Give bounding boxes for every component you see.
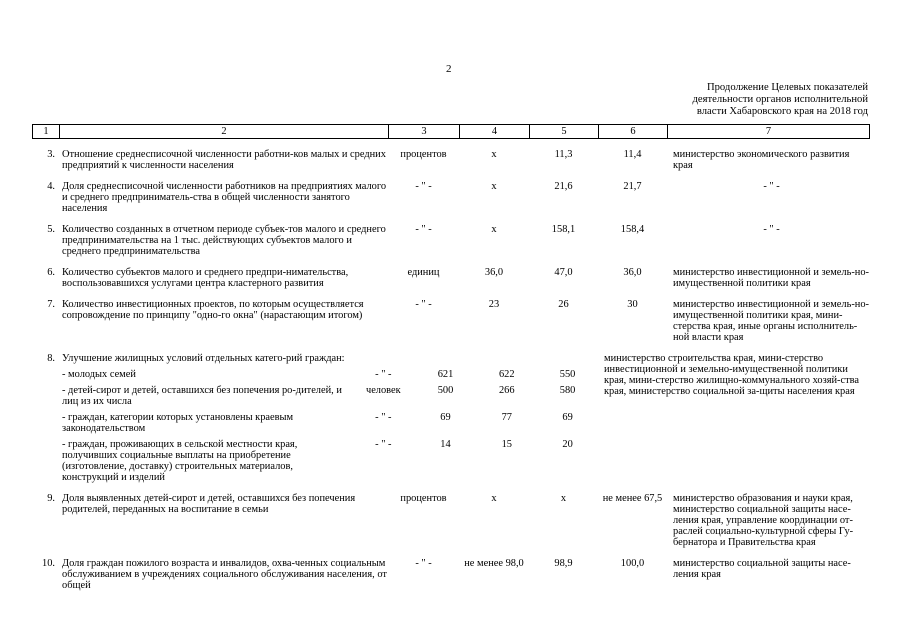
indicator-name: Доля граждан пожилого возраста и инвалидов, охва-ченных социальным обслуживанием в учреждениях социального обслуживания населения, от общей [62, 558, 387, 591]
page-number: 2 [446, 63, 452, 75]
value-col4: 23 [488, 299, 500, 310]
sub-row [59, 412, 598, 434]
value-col5: 47,0 [554, 267, 573, 278]
table-row [32, 493, 870, 548]
sub-row [59, 369, 598, 380]
value-col6: 158,4 [620, 224, 645, 235]
column-header: 1 [33, 125, 60, 138]
caption-line: Продолжение Целевых показателей [706, 82, 868, 93]
sub-indicator-name: - молодых семей [62, 369, 136, 380]
sub-indicator-name: - детей-сирот и детей, оставшихся без попечения ро-дителей, и лиц из их числа [62, 385, 342, 407]
responsible: министерство экономического развития края [673, 149, 850, 171]
row-number: 3. [47, 149, 55, 160]
unit: процентов [400, 493, 447, 504]
indicator-name: Количество инвестиционных проектов, по которым осуществляется сопровождение по принципу "одно-го окна" (нарастающим итогом) [62, 299, 364, 321]
unit: - " - [375, 412, 392, 423]
unit: - " - [415, 299, 432, 310]
column-header: 3 [389, 125, 460, 138]
value-col6: 69 [562, 412, 573, 423]
row-number: 7. [47, 299, 55, 310]
value-col4: 36,0 [484, 267, 504, 278]
row-number: 5. [47, 224, 55, 235]
column-header: 2 [60, 125, 389, 138]
value-col4: 621 [437, 369, 454, 380]
caption-line: власти Хабаровского края на 2018 год [696, 106, 868, 117]
responsible: - " - [763, 181, 780, 192]
value-col6: 20 [562, 439, 573, 450]
sub-indicator-name: - граждан, проживающих в сельской местности края, получивших социальные выплаты на приобретение (изготовление, доставку) строительных материалов, конструкций и изделий [62, 439, 298, 483]
sub-indicator-name: - граждан, категории которых установлены краевым законодательством [62, 412, 294, 434]
unit: процентов [400, 149, 447, 160]
row-number: 10. [42, 558, 55, 569]
column-header: 6 [599, 125, 668, 138]
indicator-name: Доля выявленных детей-сирот и детей, оставшихся без попечения родителей, переданных на воспитание в семьи [62, 493, 356, 515]
unit: - " - [415, 224, 432, 235]
value-col5: х [560, 493, 567, 504]
value-col6: 580 [559, 385, 576, 396]
table-row [32, 299, 870, 343]
unit: - " - [375, 439, 392, 450]
responsible: министерство инвестиционной и земель-но-имущественной политики края, мини-стерства края, иные органы исполнитель-ной власти края [673, 299, 870, 343]
value-col4: х [491, 149, 497, 160]
responsible: министерство инвестиционной и земель-но-имущественной политики края [673, 267, 870, 289]
table-row [32, 353, 870, 483]
value-col5: 15 [501, 439, 512, 450]
value-col6: 550 [559, 369, 576, 380]
indicator-name: Улучшение жилищных условий отдельных катего-рий граждан: [62, 353, 345, 364]
value-col6: 11,4 [623, 149, 642, 160]
sub-row [59, 385, 598, 407]
value-col6: 21,7 [623, 181, 642, 192]
table-row [32, 181, 870, 214]
value-col5: 622 [498, 369, 515, 380]
value-col5: 21,6 [554, 181, 573, 192]
table-row [32, 267, 870, 289]
column-header: 4 [460, 125, 530, 138]
responsible: - " - [763, 224, 780, 235]
value-col5: 266 [498, 385, 515, 396]
column-header: 7 [765, 126, 772, 137]
value-col4: х [491, 181, 497, 192]
value-col6: не менее 67,5 [602, 493, 663, 504]
value-col6: 30 [627, 299, 638, 310]
responsible: министерство образования и науки края, министерство социальной защиты насе-ления края, управление координации от-раслей социально-культурной сферы Гу-бернатора и Правительства края [673, 493, 854, 548]
value-col4: 500 [437, 385, 454, 396]
value-col5: 77 [501, 412, 512, 423]
indicator-name: Отношение среднесписочной численности работни-ков малых и средних предприятий к численности населения [62, 149, 386, 171]
table-row [32, 558, 870, 591]
indicator-table-body [32, 149, 870, 601]
value-col6: 36,0 [623, 267, 642, 278]
value-col4: не менее 98,0 [464, 558, 524, 569]
responsible: министерство строительства края, мини-стерство инвестиционной и земельно-имущественной политики края, мини-стерство жилищно-коммунального хозяй-ства края, министерство социальной за-щиты населения края [604, 353, 860, 397]
row-number: 9. [47, 493, 55, 504]
unit: - " - [415, 558, 432, 569]
responsible: министерство социальной защиты насе-ления края [673, 558, 851, 580]
unit: - " - [375, 369, 392, 380]
table-caption [620, 82, 868, 118]
row-number: 8. [47, 353, 55, 364]
value-col4: х [491, 493, 497, 504]
caption-line: деятельности органов исполнительной [692, 94, 868, 105]
value-col5: 26 [558, 299, 569, 310]
value-col4: х [491, 224, 497, 235]
row-number: 4. [47, 181, 55, 192]
value-col4: 14 [440, 439, 451, 450]
column-number-header [32, 124, 870, 139]
value-col4: 69 [440, 412, 451, 423]
row-number: 6. [47, 267, 55, 278]
indicator-name: Количество субъектов малого и среднего предпри-нимательства, воспользовавшихся услугами центра кластерного развития [62, 267, 349, 289]
column-header: 5 [530, 125, 599, 138]
unit: единиц [407, 267, 440, 278]
table-row [32, 224, 870, 257]
unit: человек [365, 385, 401, 396]
indicator-name: Доля среднесписочной численности работников на предприятиях малого и среднего предприниматель-ства в общей численности занятого населения [62, 181, 387, 214]
table-row [32, 149, 870, 171]
unit: - " - [415, 181, 432, 192]
value-col6: 100,0 [620, 558, 645, 569]
value-col5: 158,1 [551, 224, 576, 235]
value-col5: 11,3 [554, 149, 573, 160]
grouped-indicator [59, 353, 598, 483]
value-col5: 98,9 [554, 558, 573, 569]
sub-row [59, 439, 598, 483]
indicator-name: Количество созданных в отчетном периоде субъек-тов малого и среднего предпринимательства на 1 тыс. действующих субъектов малого и среднего предпринимательства [62, 224, 386, 257]
